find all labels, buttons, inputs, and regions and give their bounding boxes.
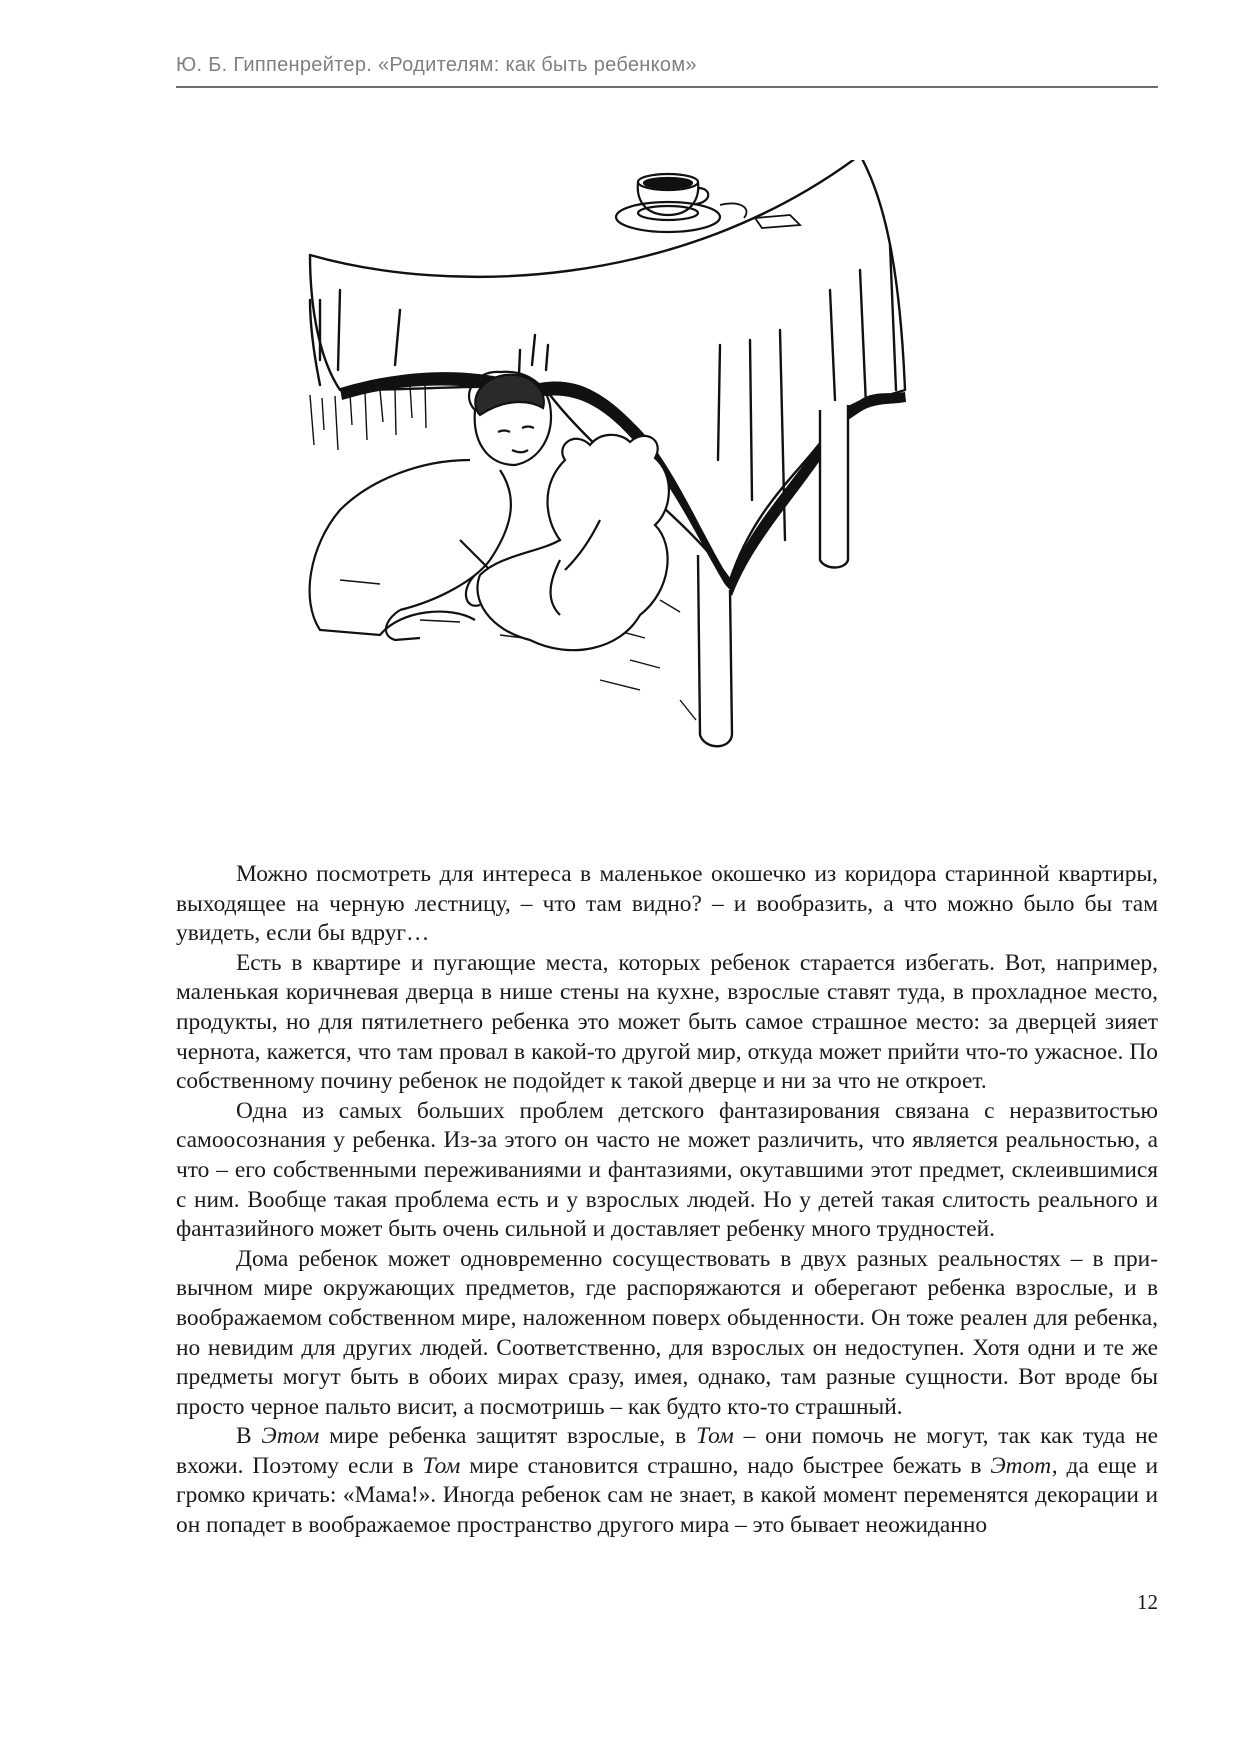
paragraph: Можно посмотреть для интереса в маленькое окошечко из коридора старинной квартиры, выходящее на черную лестницу, – что там видно? – и вообразить, а что можно было бы там увидеть, если бы вдруг… <box>176 861 1158 947</box>
italic-term: Том <box>695 1423 734 1450</box>
text-run: мире становится страшно, надо быстрее бежать в <box>460 1452 991 1479</box>
header-divider <box>176 86 1158 88</box>
text-run: В <box>236 1423 262 1450</box>
paragraph: Есть в квартире и пугающие места, которых ребенок старается избегать. Вот, например, маленькая коричневая дверца в нише стены на кухне, взрослые ставят туда, в прохладное место, продукты, но для пятилетнего ребенка это может быть самое страшное место: за дверцей зияет чернота, кажется, что там провал в какой-то другой мир, откуда может прийти что-то ужасное. По собственному почину ребенок не подойдет к такой дверце и ни за что не откроет. <box>176 949 1158 1095</box>
italic-term: Этот, <box>990 1452 1058 1479</box>
paragraph <box>176 1422 1158 1540</box>
text-run: мире ребенка защитят взрослые, в <box>319 1423 696 1450</box>
article-text <box>176 860 1158 1541</box>
text-run: – они помочь не могут, так как туда не вхожи. Поэтому если в <box>176 1423 1159 1479</box>
text-run: да еще и громко кричать: «Мама!». Иногда ребенок сам не знает, в какой момент переменятся декорации и он попадет в воображаемое пространство другого мира – это бывает неожиданно <box>176 1452 1159 1539</box>
teddy-bear-figure <box>466 435 669 650</box>
child-with-teddy-bear-under-table-illustration <box>300 160 1020 840</box>
coffee-cup-icon <box>616 174 720 232</box>
running-header: Ю. Б. Гиппенрейтер. «Родителям: как быть ребенком» <box>176 54 697 76</box>
italic-term: Этом <box>261 1423 320 1450</box>
paragraph: Одна из самых больших проблем детского фантазирования связана с неразвитостью самоосознания у ребенка. Из-за этого он часто не может различить, что является реальностью, а что – его собственными переживаниями и фантазиями, окутавшими этот предмет, склеившимися с ним. Вообще такая проблема есть и у взрослых людей. Но у детей такая слитость реального и фантазийного может быть очень сильной и доставляет ребенку много трудностей. <box>176 1097 1158 1243</box>
paragraph: Дома ребенок может одновременно сосуществовать в двух разных реальностях – в привычном мире окружающих предметов, где распоряжаются и оберегают ребенка взрослые, и в воображаемом собственном мире, наложенном поверх обыденности. Он тоже реален для ребенка, но невидим для других людей. Соответственно, для взрослых он недоступен. Хотя одни и те же предметы могут быть в обоих мирах сразу, имея, однако, там разные сущности. Вот вроде бы просто черное пальто висит, а посмотришь – как будто кто-то страшный. <box>176 1245 1158 1420</box>
page-number: 12 <box>1137 1590 1158 1614</box>
italic-term: Том <box>422 1452 461 1479</box>
